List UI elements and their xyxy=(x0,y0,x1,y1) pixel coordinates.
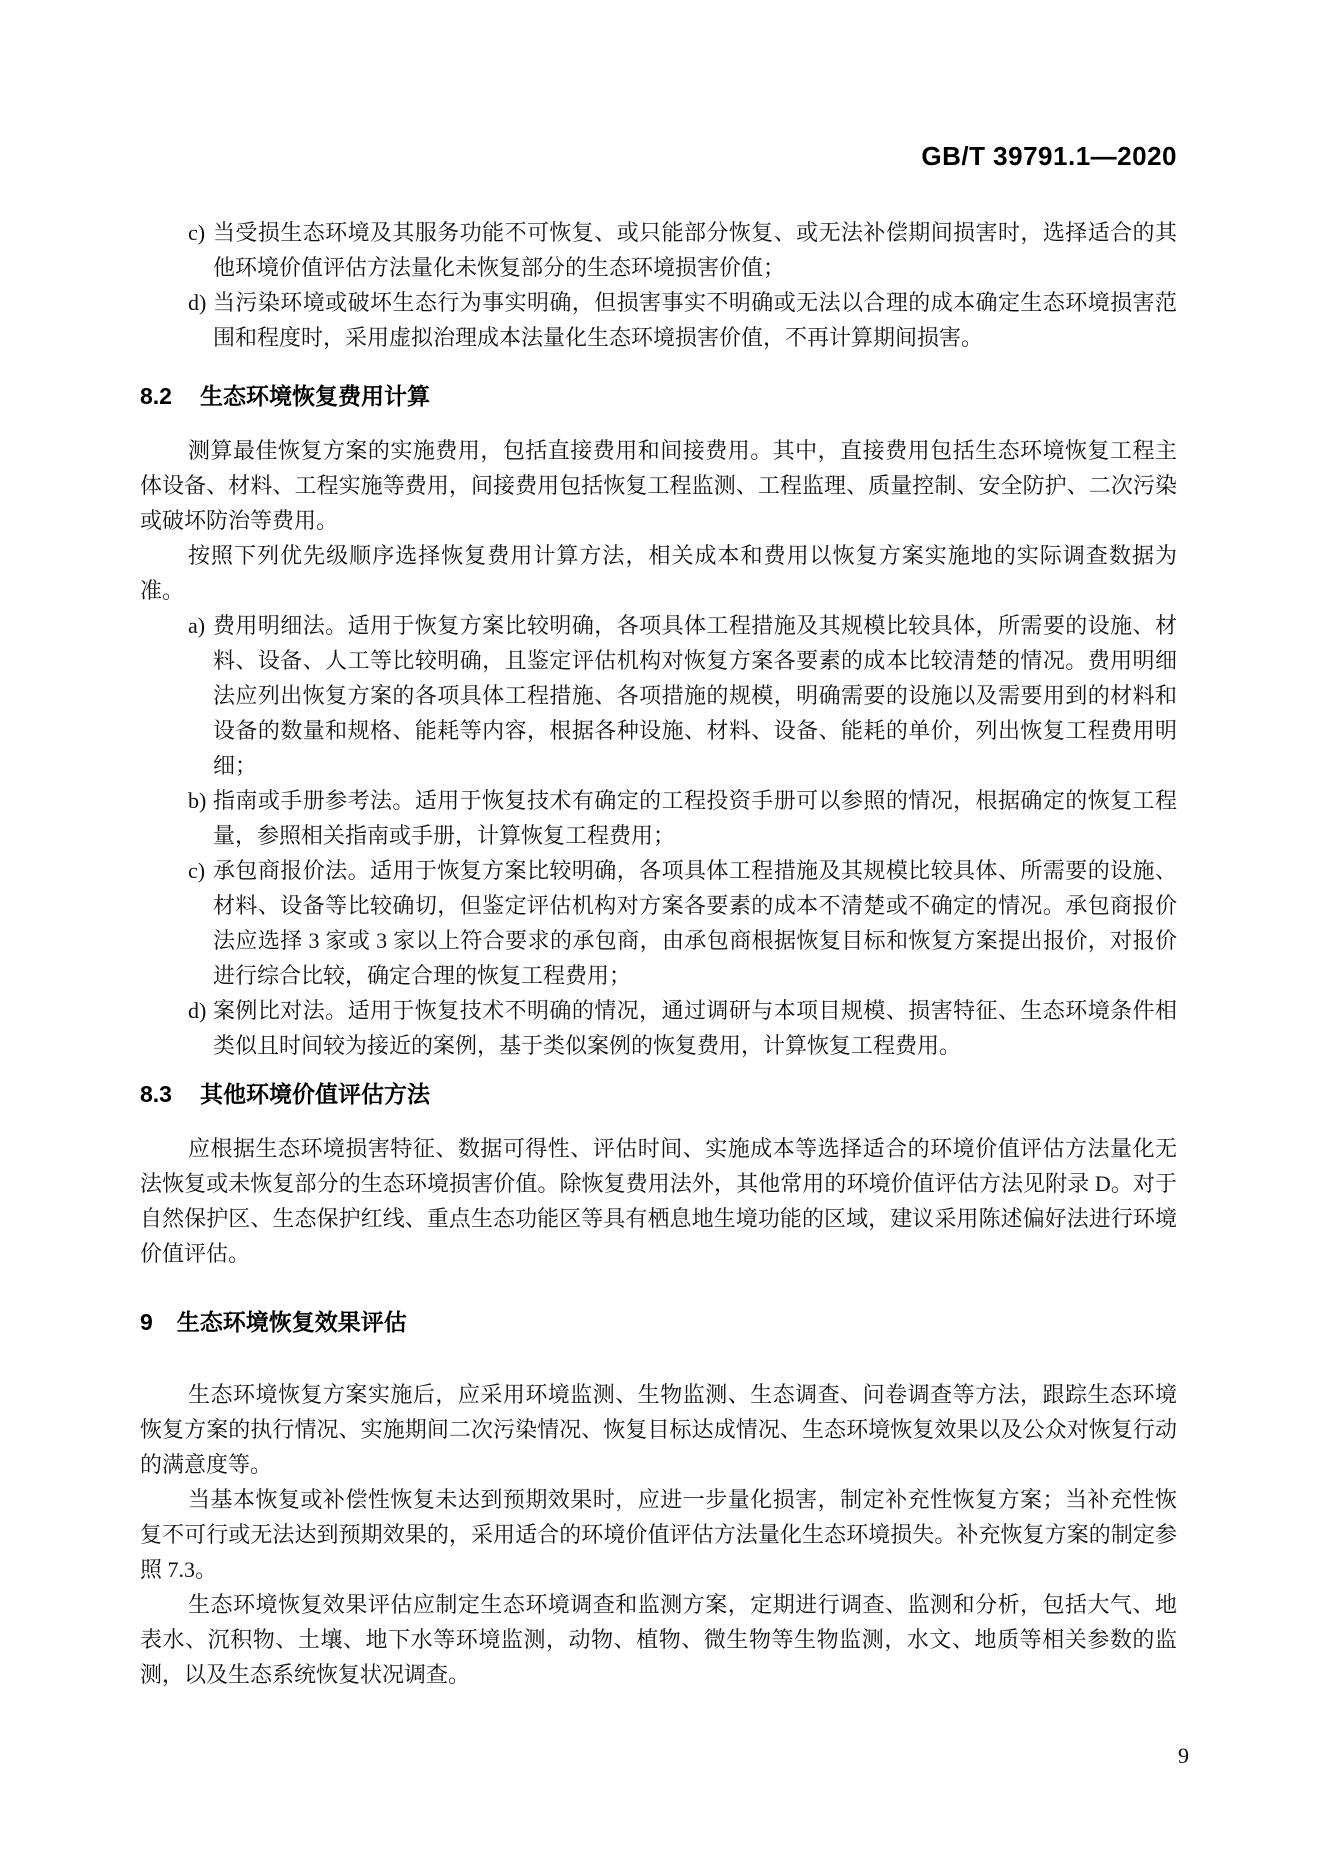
list-item xyxy=(140,215,1177,285)
heading-title: 生态环境恢复效果评估 xyxy=(176,1309,407,1335)
list-item xyxy=(140,285,1177,355)
list-text: 案例比对法。适用于恢复技术不明确的情况，通过调研与本项目规模、损害特征、生态环境条件相类似且时间较为接近的案例，基于类似案例的恢复费用，计算恢复工程费用。 xyxy=(213,998,1177,1058)
list-item xyxy=(140,608,1177,783)
list-item xyxy=(140,853,1177,993)
paragraph: 应根据生态环境损害特征、数据可得性、评估时间、实施成本等选择适合的环境价值评估方法量化无法恢复或未恢复部分的生态环境损害价值。除恢复费用法外，其他常用的环境价值评估方法见附录 D。对于自然保护区、生态保护红线、重点生态功能区等具有栖息地生境功能的区域，建议采用陈述偏好法进行环境价值评估。 xyxy=(140,1136,1177,1266)
cost-method-list xyxy=(140,608,1177,1063)
continuation-list xyxy=(140,215,1177,355)
list-marker: a) xyxy=(188,613,206,638)
clause-heading-8-3 xyxy=(140,1079,1177,1109)
page-number: 9 xyxy=(1178,1743,1189,1768)
list-text: 费用明细法。适用于恢复方案比较明确，各项具体工程措施及其规模比较具体，所需要的设施、材料、设备、人工等比较明确，且鉴定评估机构对恢复方案各要素的成本比较清楚的情况。费用明细法应列出恢复方案的各项具体工程措施、各项措施的规模，明确需要的设施以及需要用到的材料和设备的数量和规格、能耗等内容，根据各种设施、材料、设备、能耗的单价，列出恢复工程费用明细； xyxy=(213,613,1177,778)
list-marker: b) xyxy=(188,788,207,813)
section-9-body xyxy=(140,1377,1177,1692)
list-marker: d) xyxy=(188,998,207,1023)
paragraph: 生态环境恢复方案实施后，应采用环境监测、生物监测、生态调查、问卷调查等方法，跟踪生态环境恢复方案的执行情况、实施期间二次污染情况、恢复目标达成情况、生态环境恢复效果以及公众对恢复行动的满意度等。 xyxy=(140,1382,1177,1477)
paragraph: 测算最佳恢复方案的实施费用，包括直接费用和间接费用。其中，直接费用包括生态环境恢复工程主体设备、材料、工程实施等费用，间接费用包括恢复工程监测、工程监理、质量控制、安全防护、二次污染或破坏防治等费用。 xyxy=(140,438,1177,533)
heading-title: 生态环境恢复费用计算 xyxy=(199,383,430,409)
list-marker: d) xyxy=(188,290,207,315)
heading-number: 8.3 xyxy=(140,1081,172,1107)
paragraph: 当基本恢复或补偿性恢复未达到预期效果时，应进一步量化损害，制定补充性恢复方案；当补充性恢复不可行或无法达到预期效果的，采用适合的环境价值评估方法量化生态环境损失。补充恢复方案的制定参照 7.3。 xyxy=(140,1487,1177,1582)
list-marker: c) xyxy=(188,220,206,245)
list-item xyxy=(140,783,1177,853)
list-text: 当污染环境或破坏生态行为事实明确，但损害事实不明确或无法以合理的成本确定生态环境损害范围和程度时，采用虚拟治理成本法量化生态环境损害价值，不再计算期间损害。 xyxy=(213,290,1177,350)
chapter-heading-9 xyxy=(140,1307,1177,1337)
list-item xyxy=(140,993,1177,1063)
paragraph: 按照下列优先级顺序选择恢复费用计算方法，相关成本和费用以恢复方案实施地的实际调查数据为准。 xyxy=(140,543,1177,603)
heading-number: 9 xyxy=(140,1309,153,1335)
clause-heading-8-2 xyxy=(140,381,1177,411)
list-text: 承包商报价法。适用于恢复方案比较明确，各项具体工程措施及其规模比较具体、所需要的设施、材料、设备等比较确切，但鉴定评估机构对方案各要素的成本不清楚或不确定的情况。承包商报价法应选择 3 家或 3 家以上符合要求的承包商，由承包商根据恢复目标和恢复方案提出报价，对报价进行综合比较，确定合理的恢复工程费用； xyxy=(213,858,1177,988)
list-text: 当受损生态环境及其服务功能不可恢复、或只能部分恢复、或无法补偿期间损害时，选择适合的其他环境价值评估方法量化未恢复部分的生态环境损害价值； xyxy=(213,220,1177,280)
doc-header-code: GB/T 39791.1—2020 xyxy=(921,141,1177,171)
heading-title: 其他环境价值评估方法 xyxy=(199,1081,430,1107)
list-marker: c) xyxy=(188,858,206,883)
heading-number: 8.2 xyxy=(140,383,172,409)
list-text: 指南或手册参考法。适用于恢复技术有确定的工程投资手册可以参照的情况，根据确定的恢复工程量，参照相关指南或手册，计算恢复工程费用； xyxy=(213,788,1177,848)
paragraph: 生态环境恢复效果评估应制定生态环境调查和监测方案，定期进行调查、监测和分析，包括大气、地表水、沉积物、土壤、地下水等环境监测，动物、植物、微生物等生物监测，水文、地质等相关参数的监测，以及生态系统恢复状况调查。 xyxy=(140,1592,1177,1687)
